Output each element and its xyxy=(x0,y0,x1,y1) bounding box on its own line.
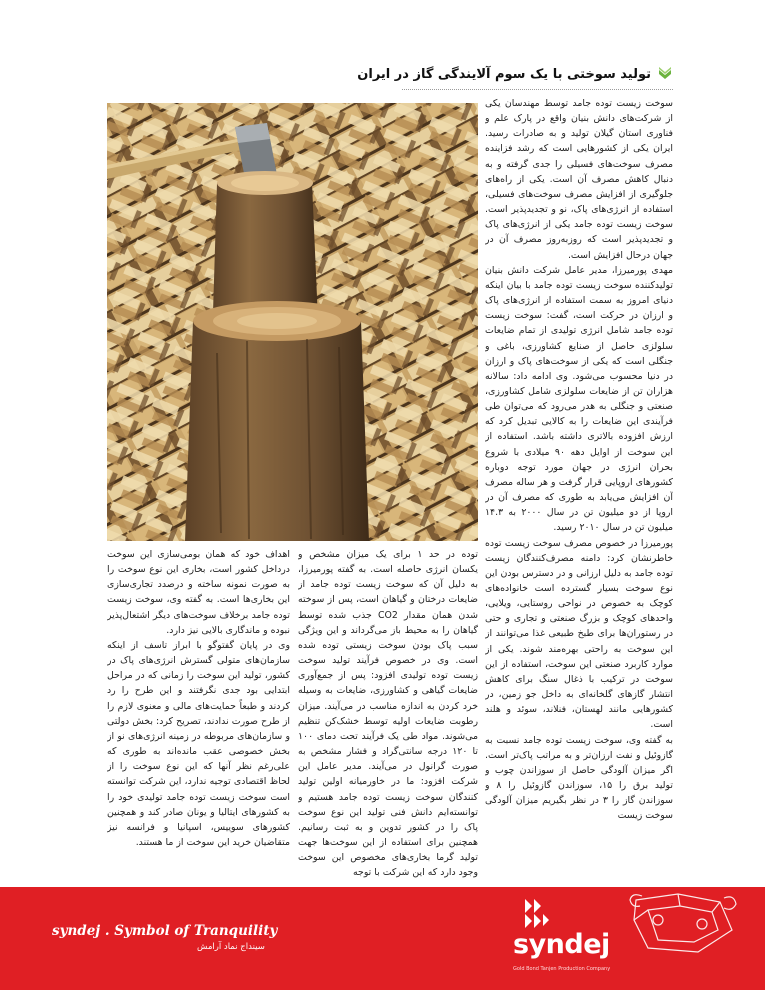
article-title: تولید سوختی با یک سوم آلایندگی گاز در ایران xyxy=(357,66,651,82)
firewood-photo xyxy=(107,103,478,541)
text-column-right xyxy=(485,96,673,886)
paragraph: اهداف خود که همان بومی‌سازی این سوخت درداخل کشور است، بخاری این نوع سوخت را به صورت نمونه ساخته و درصدد تجاری‌سازی این بخاری‌ها است. به گفته وی، سوخت زیست توده جامد برخلاف سوخت‌های دیگر اشتعال‌پذیر نبوده و ماندگاری بالایی نیز دارد. xyxy=(107,549,290,636)
footer-tagline xyxy=(52,923,302,963)
text-column-left xyxy=(107,547,290,883)
paragraph: به گفته وی، سوخت زیست توده جامد نسبت به گازوئیل و نفت ارزان‌تر و به مراتب پاک‌تر است. اگر میزان آلودگی حاصل از سوزاندن چوب و تولید برق را ۱۵، سوزاندن گازوئیل را ۸ و سوزاندن گاز را ۳ در نظر بگیریم میزان آلودگی سوخت زیست xyxy=(485,734,673,822)
paragraph: توده در حد ۱ برای یک میزان مشخص و یکسان انرژی حاصله است. به گفته پورمیرزا، به دلیل آن که سوخت زیست توده جامد از ضایعات درختان و گیاهان است، پس از سوخته شدن همان مقدار CO2 جذب شده توسط گیاهان را به محیط باز می‌گرداند و این ویژگی سبب پاک بودن سوخت زیستی توده شده است. وی در خصوص فرآیند تولید سوخت زیست توده تولیدی افزود: پس از جمع‌آوری ضایعات گیاهی و کشاورزی، ضایعات به وسیله خرد کردن به اندازه مناسب در می‌آیند. میزان رطوبت ضایعات اولیه توسط خشک‌کن تنظیم می‌شوند. مواد طی یک فرآیند تحت دمای ۱۰۰ تا ۱۲۰ درجه سانتی‌گراد و فشار مشخص به صورت گرانول در می‌آیند. مدیر عامل این شرکت افزود: ما در خاورمیانه اولین تولید کنندگان سوخت زیست توده جامد هستیم و توانسته‌ایم دانش فنی تولید این نوع سوخت پاک را در کشور تدوین و به ثبت رسانیم. همچنین برای استفاده از این سوخت‌ها جهت تولید گرما بخاری‌های مخصوص این سوخت وجود دارد که این شرکت با توجه xyxy=(298,549,478,879)
tagline-persian: سینداج نماد آرامش xyxy=(197,942,265,952)
text-column-middle xyxy=(298,547,478,883)
paragraph: مهدی پورمیرزا، مدیر عامل شرکت دانش بنیان تولیدکننده سوخت زیست توده جامد با بیان اینکه دنیای امروز به سمت استفاده از انرژی‌های پاک و ارزان در حرکت است، گفت: سوخت زیست توده جامد شامل انرژی تولیدی از تمام ضایعات سلولزی حاصل از صنایع کشاورزی، باغی و جنگلی است که یکی از سوخت‌های پاک و ارزان در دنیا محسوب می‌شود. وی ادامه داد: سالانه هزاران تن از ضایعات سلولزی شامل کشاورزی، صنعتی و جنگلی به هدر می‌رود که می‌توان طی فرآیندی این ضایعات را به کالایی تبدیل کرد که ارزش افزوده بالاتری داشته باشد. استفاده از این سوخت از اوایل دهه ۹۰ میلادی با شروع بحران انرژی در جهان مورد توجه دوباره کشورهای اروپایی قرار گرفت و هر ساله مصرف آن افزایش می‌یابد به طوری که مصرف آن در اروپا از دو میلیون تن در سال ۲۰۰۰ به ۱۴.۳ میلیون تن در سال ۲۰۱۰ رسید. xyxy=(485,264,673,534)
logo-wordmark: syndej xyxy=(513,929,610,960)
paragraph: وی در پایان گفتوگو با ابراز تاسف از اینکه سازمان‌های متولی گسترش انرژی‌های پاک در کشور، تولید این سوخت را زمانی که در مراحل ابتدایی بود جدی نگرفتند و این طرح را رد کردند و طبعاً حمایت‌های مالی و معنوی لازم را از طرح صورت ندادند، تصریح کرد: بخش دولتی و سازمان‌های مربوطه در زمینه انرژی‌های نو از بخش خصوصی عقب مانده‌اند به طوری که علی‌رغم نظر آنها که این نوع سوخت را از لحاظ اقتصادی توجیه ندارد، این شرکت توانسته است سوخت زیست توده جامد تولیدی خود را به کشورهای ایتالیا و یونان صادر کند و همچنین کشورهای سوییس، اسپانیا و فرانسه نیز متقاضیان خرید این سوخت از ما هستند. xyxy=(107,639,290,848)
paragraph: سوخت زیست توده جامد توسط مهندسان یکی از شرکت‌های دانش بنیان واقع در پارک علم و فناوری استان گیلان تولید و به صادرات رسید. ایران یکی از کشورهایی است که رشد فزاینده مصرف سوخت‌های فسیلی را جدی گرفته و به دنبال کاهش مصرف آن است. یکی از راه‌های جلوگیری از افزایش مصرف سوخت‌های فسیلی، استفاده از انرژی‌های پاک، نو و تجدیدپذیر است. سوخت زیست توده جامد یکی از انرژی‌های پاک و تجدیدپذیر است که روزبه‌روز مصرف آن در جهان درحال افزایش است. xyxy=(485,98,673,261)
title-underline xyxy=(402,89,673,90)
stove-sketch-icon xyxy=(628,890,740,960)
article-headline xyxy=(357,62,673,86)
paragraph: پورمیرزا در خصوص مصرف سوخت زیست توده خاطرنشان کرد: دامنه مصرف‌کنندگان زیست توده جامد به دلیل ارزانی و در دسترس بودن این نوع سوخت بسیار گسترده است خانواده‌های کوچک به خصوص در نواحی روستایی، ویلایی، واحدهای کوچک و بزرگ صنعتی و تجاری و حتی در رستوران‌ها برای طبخ طبیعی غذا می‌توانند از این سوخت به راحتی بهره‌مند شوند. یکی از موارد کاربرد صنعتی این سوخت، استفاده از این سوخت در ترکیب با ذغال سنگ برای کاهش انتشار گازهای گلخانه‌ای به داخل جو زمین، در کشورهایی مانند لهستان، فنلاند، سوئد و هلند است. xyxy=(485,537,673,731)
chevron-icon xyxy=(657,66,673,82)
logo-subtitle: Gold Bond Tanjen Production Company xyxy=(513,966,611,972)
tagline-english: syndej . Symbol of Tranquility xyxy=(52,923,278,939)
syndej-logo-icon xyxy=(522,897,550,931)
